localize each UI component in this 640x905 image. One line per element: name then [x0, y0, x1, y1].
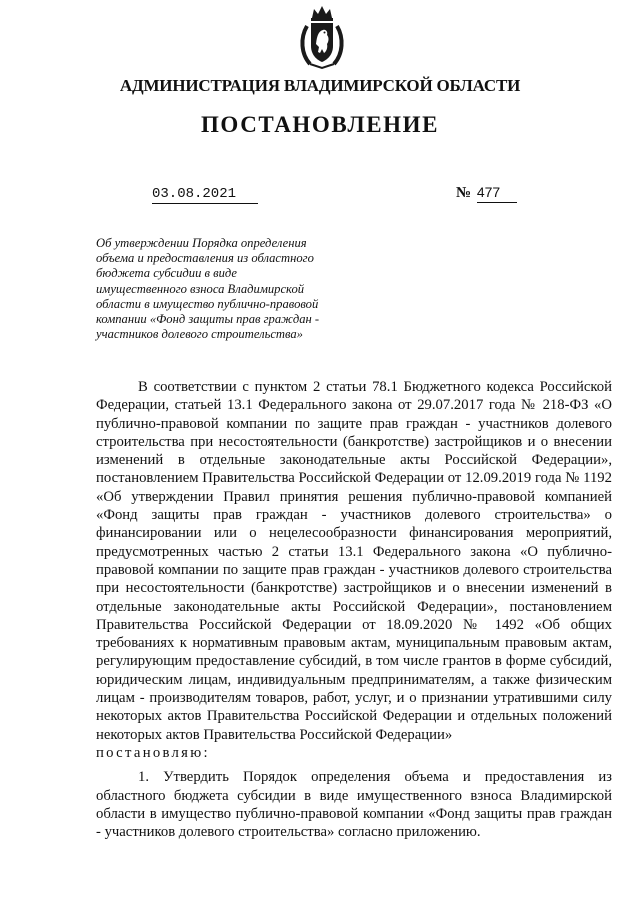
decree-word: постановляю:: [96, 744, 210, 761]
number-label: №: [456, 185, 472, 201]
document-subject: Об утверждении Порядка определения объема и предоставления из областного бюджета субсидии в виде имущественного взноса Владимирской области в имущество публично-правовой компании «Фонд защиты прав граждан - участников долевого строительства»: [96, 236, 320, 342]
document-body: [96, 378, 612, 841]
decree-item-1: 1. Утвердить Порядок определения объема и предоставления из областного бюджета субсидии в виде имущественного взноса Владимирской области в имущество публично-правовой компании «Фонд защиты прав граждан - участников долевого строительства» согласно приложению.: [96, 769, 612, 841]
document-date: 03.08.2021: [152, 186, 258, 204]
document-type-title: ПОСТАНОВЛЕНИЕ: [200, 112, 440, 137]
document-number: [456, 183, 517, 203]
organization-title: АДМИНИСТРАЦИЯ ВЛАДИМИРСКОЙ ОБЛАСТИ: [119, 76, 521, 95]
preamble-paragraph: В соответствии с пунктом 2 статьи 78.1 Бюджетного кодекса Российской Федерации, статьей 13.1 Федерального закона от 29.07.2017 года № 218-ФЗ «О публично-правовой компании по защите прав граждан - участников долевого строительства при несостоятельности (банкротстве) застройщиков и о внесении изменений в отдельные законодательные акты Российской Федерации», постановлением Правительства Российской Федерации от 12.09.2019 года № 1192 «Об утверждении Правил принятия решения публично-правовой компанией «Фонд защиты прав граждан - участников долевого строительства» о финансировании или о нецелесообразности финансирования мероприятий, предусмотренных частью 2 статьи 13.1 Федерального закона «О публично-правовой компании по защите прав граждан - участников долевого строительства при несостоятельности (банкротстве) застройщиков и о внесении изменений в отдельные законодательные акты Российской Федерации», постановлением Правительства Российской Федерации от 18.09.2020 № 1492 «Об общих требованиях к нормативным правовым актам, муниципальным правовым актам, регулирующим предоставление субсидий, в том числе грантов в форме субсидий, юридическим лицам, индивидуальным предпринимателям, а также физическим лицам - производителям товаров, работ, услуг, и о признании утратившими силу некоторых актов Правительства Российской Федерации и отдельных положений некоторых актов Правительства Российской Федерации»: [96, 379, 612, 743]
number-value: 477: [477, 183, 517, 203]
coat-of-arms-icon: [298, 4, 346, 70]
